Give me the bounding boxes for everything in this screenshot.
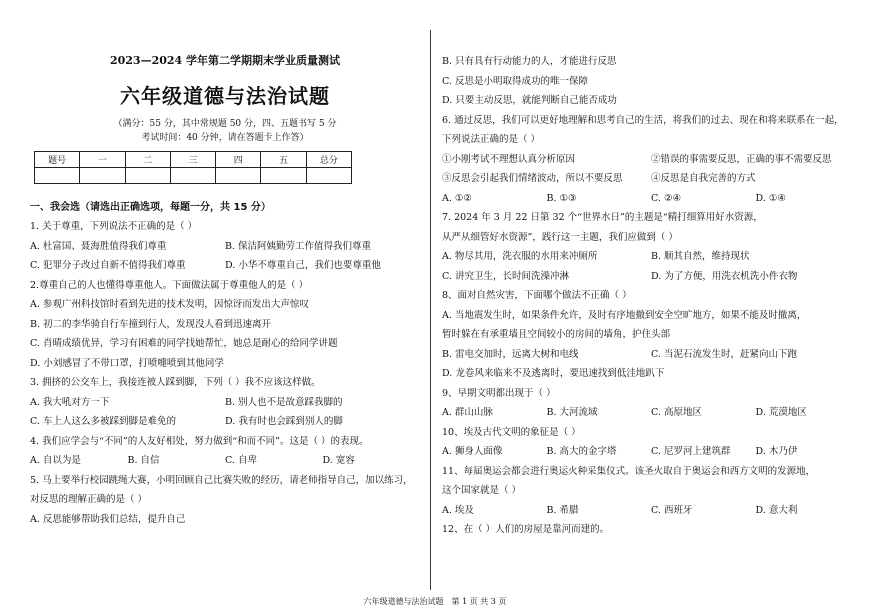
question-6-items-34 [442, 169, 860, 189]
option: C. 当泥石流发生时，赶紧向山下跑 [651, 348, 797, 360]
page-footer: 六年级道德与法治试题 第 1 页 共 3 页 [363, 597, 507, 606]
question-8-options-bc [442, 345, 860, 365]
question-1-options-ab [30, 237, 420, 257]
score-table [34, 151, 352, 184]
option: A. 物尽其用，洗衣服的水用来冲厕所 [442, 251, 598, 262]
option: A. 埃及 [442, 504, 474, 516]
question-6: 6. 通过反思，我们可以更好地理解和思考自己的生活，将我们的过去、现在和将来联系在一起， [442, 114, 844, 126]
score-cell [35, 168, 80, 184]
option: D. ①④ [755, 192, 786, 204]
option: A. 我大吼对方一下 [30, 396, 110, 408]
option: D. 荒漠地区 [755, 407, 807, 418]
question-4-options [30, 451, 420, 471]
question-5: 5. 马上要举行校园跳绳大赛，小明回顾自己比赛失败的经历，请老师指导自己，加以练习， [30, 474, 413, 486]
question-11-cont: 这个国家就是（ ） [442, 485, 522, 496]
option: C. ②④ [651, 192, 682, 204]
option: B. ①③ [546, 192, 577, 204]
score-cell [125, 168, 170, 184]
score-table-header-row [35, 152, 352, 168]
option: D. 为了方便，用洗衣机洗小件衣物 [651, 270, 798, 282]
option: C. 高原地区 [651, 407, 702, 418]
score-header-cell: 二 [125, 152, 170, 168]
score-cell [261, 168, 306, 184]
left-column [30, 52, 420, 529]
exam-info-line-1: （满分：55 分，其中常规题 50 分，四、五题书写 5 分 [113, 119, 337, 129]
question-3: 3. 拥挤的公交车上，我接连被人踩到脚，下列（ ）我不应该这样做。 [30, 377, 321, 388]
option: C. 反思是小明取得成功的唯一保障 [442, 75, 588, 87]
option: A. 自以为是 [30, 455, 81, 466]
question-7-options-ab [442, 247, 860, 267]
question-9-options [442, 403, 860, 423]
question-1: 1. 关于尊重，下列说法不正确的是（ ） [30, 221, 198, 232]
option: B. 只有具有行动能力的人，才能进行反思 [442, 56, 617, 67]
exam-header: 2023—2024 学年第二学期期末学业质量测试 [109, 54, 341, 67]
option: A. 群山山脉 [442, 407, 493, 418]
option: B. 高大的金字塔 [546, 446, 617, 457]
option: A. ①② [442, 192, 472, 204]
option: B. 希腊 [546, 504, 579, 516]
option: A. 杜富国、聂海胜值得我们尊重 [30, 240, 167, 252]
question-11: 11、每届奥运会都会进行奥运火种采集仪式。该圣火取自于奥运会和西方文明的发源地， [442, 465, 816, 477]
question-9: 9、早期文明都出现于（ ） [442, 387, 556, 399]
question-4: 4. 我们应学会与“不同”的人友好相处，努力做到“和而不同”。这是（ ）的表现。 [30, 435, 369, 447]
question-12: 12、在（ ）人们的房屋是靠河而建的。 [442, 524, 610, 535]
option: B. 大河流域 [546, 407, 598, 418]
option: D. 小刘感冒了不带口罩，打喷嚏喷到其他同学 [30, 357, 224, 369]
question-1-options-cd [30, 256, 420, 276]
option: D. 宽容 [322, 455, 355, 466]
option: B. 初二的李华骑自行车撞到行人，发现没人看到迅速离开 [30, 318, 272, 330]
option: A. 参观广州科技馆时看到先进的技术发明，因惊讶而发出大声惊叹 [30, 299, 309, 310]
score-header-cell: 五 [261, 152, 306, 168]
option: D. 龙卷风来临来不及逃离时，要迅速找到低洼地趴下 [442, 368, 665, 379]
statement: ②错误的事需要反思，正确的事不需要反思 [651, 153, 832, 165]
score-cell [80, 168, 125, 184]
question-10: 10、埃及古代文明的象征是（ ） [442, 426, 581, 438]
option: C. 犯罪分子改过自新不值得我们尊重 [30, 260, 186, 271]
question-3-options-ab [30, 393, 420, 413]
statement: ③反思会引起我们情绪波动，所以不要反思 [442, 173, 623, 184]
score-header-cell: 四 [216, 152, 261, 168]
option: D. 只要主动反思，就能判断自己能否成功 [442, 95, 617, 106]
column-divider [430, 30, 431, 590]
option: A. 狮身人面像 [442, 446, 503, 457]
question-8: 8、面对自然灾害，下面哪个做法不正确（ ） [442, 290, 632, 301]
option: D. 木乃伊 [755, 446, 798, 457]
option: C. 肖晴成绩优异，学习有困难的同学找她帮忙，她总是耐心的给同学讲题 [30, 338, 338, 349]
option-cont: 暂时躲在有承重墙且空间较小的房间的墙角，护住头部 [442, 329, 671, 340]
option: D. 我有时也会踩到别人的脚 [225, 416, 343, 427]
question-10-options [442, 442, 860, 462]
section-title: 一、我会选（请选出正确选项，每题一分，共 15 分） [30, 202, 271, 213]
option: C. 车上人这么多被踩到脚是难免的 [30, 416, 176, 427]
option: A. 当地震发生时，如果条件允许，及时有序地撤到安全空旷地方，如果不能及时撤离， [442, 309, 807, 321]
exam-title: 六年级道德与法治试题 [120, 84, 330, 108]
option: A. 反思能够帮助我们总结，提升自己 [30, 513, 186, 525]
score-header-cell: 三 [170, 152, 215, 168]
exam-info [30, 117, 420, 145]
question-6-cont: 下列说法正确的是（ ） [442, 134, 541, 145]
option: C. 西班牙 [651, 504, 693, 516]
score-table-blank-row [35, 168, 352, 184]
score-header-cell: 题号 [35, 152, 80, 168]
score-header-cell: 一 [80, 152, 125, 168]
question-7-options-cd [442, 267, 860, 287]
option: B. 顺其自然，维持现状 [651, 251, 750, 262]
statement: ④反思是自我完善的方式 [651, 173, 756, 184]
option: B. 保洁阿姨勤劳工作值得我们尊重 [225, 240, 372, 252]
option: B. 自信 [127, 455, 160, 466]
option: D. 意大利 [755, 504, 798, 516]
option: C. 讲究卫生，长时间洗澡冲淋 [442, 270, 569, 282]
question-2: 2.尊重自己的人也懂得尊重他人。下面做法属于尊重他人的是（ ） [30, 279, 309, 291]
statement: ①小刚考试不理想认真分析原因 [442, 153, 576, 165]
question-5-cont: 对反思的理解正确的是（ ） [30, 494, 148, 505]
question-6-items-12 [442, 150, 860, 170]
question-6-options [442, 189, 860, 209]
exam-info-line-2: 考试时间：40 分钟，请在答题卡上作答） [141, 133, 309, 143]
score-cell [216, 168, 261, 184]
option: C. 自卑 [225, 455, 257, 466]
option: D. 小华不尊重自己，我们也要尊重他 [225, 260, 381, 271]
option: B. 雷电交加时，远离大树和电线 [442, 348, 579, 360]
question-3-options-cd [30, 412, 420, 432]
score-header-cell: 总分 [306, 152, 351, 168]
score-cell [306, 168, 351, 184]
score-cell [170, 168, 215, 184]
question-7-cont: 从严从细管好水资源”，践行这一主题，我们应做到（ ） [442, 231, 678, 243]
right-column [442, 52, 860, 540]
question-7: 7. 2024 年 3 月 22 日第 32 个“世界水日”的主题是“精打细算用好水资源， [442, 212, 763, 223]
option: B. 别人也不是故意踩我脚的 [225, 396, 343, 408]
option: C. 尼罗河上建筑群 [651, 446, 731, 457]
question-11-options [442, 501, 860, 521]
